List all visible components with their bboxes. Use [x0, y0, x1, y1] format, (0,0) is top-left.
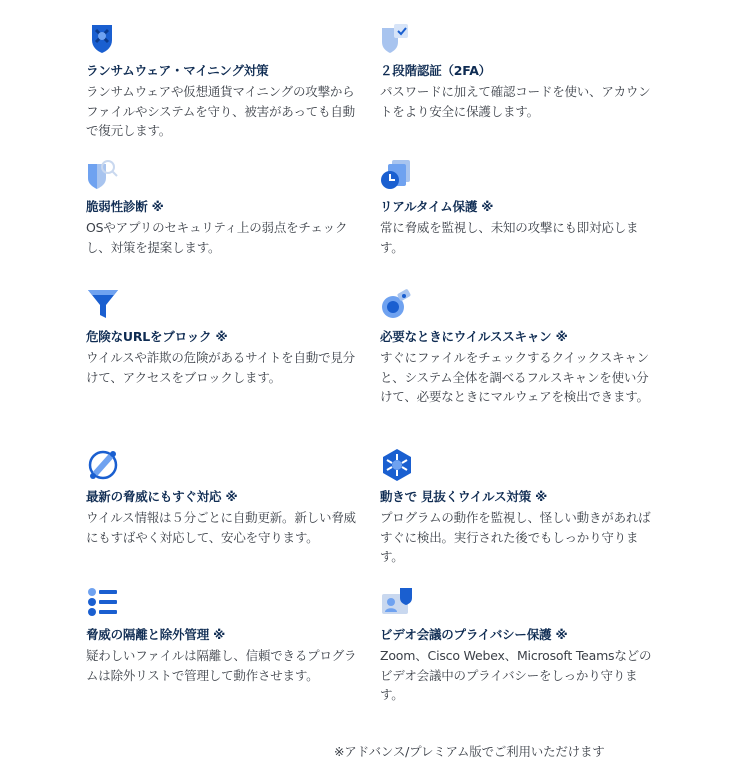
feature-title: ビデオ会議のプライバシー保護 ※: [380, 627, 568, 642]
feature-title: ランサムウェア・マイニング対策: [86, 63, 269, 78]
feature-description: OSやアプリのセキュリティ上の弱点をチェックし、対策を提案します。: [86, 220, 348, 255]
feature-title: 動きで 見抜くウイルス対策 ※: [380, 489, 548, 504]
feature-title: 脆弱性診断 ※: [86, 199, 164, 214]
feature-description: ウイルスや詐欺の危険があるサイトを自動で見分けて、アクセスをブロックします。: [86, 350, 355, 385]
behavior-detection-icon: [380, 448, 414, 482]
feature-title: 脅威の隔離と除外管理 ※: [86, 627, 226, 642]
url-filter-icon: [86, 288, 120, 322]
feature-title: 必要なときにウイルススキャン ※: [380, 329, 568, 344]
footnote: ※アドバンス/プレミアム版でご利用いただけます: [334, 744, 605, 759]
feature-description: ウイルス情報は５分ごとに自動更新。新しい脅威にもすばやく対応して、安心を守ります。: [86, 510, 356, 545]
feature-description: 常に脅威を監視し、未知の攻撃にも即対応します。: [380, 220, 639, 255]
shield-ransomware-icon: [86, 22, 120, 56]
feature-description: 疑わしいファイルは隔離し、信頼できるプログラムは除外リストで管理して動作させます。: [86, 648, 357, 683]
feature-title: 最新の脅威にもすぐ対応 ※: [86, 489, 238, 504]
feature-title: ２段階認証（2FA）: [380, 63, 491, 78]
quarantine-list-icon: [86, 586, 120, 620]
feature-title: リアルタイム保護 ※: [380, 199, 494, 214]
feature-description: Zoom、Cisco Webex、Microsoft Teamsなどのビデオ会議中のプライバシーをしっかり守ります。: [380, 648, 652, 702]
feature-description: パスワードに加えて確認コードを使い、アカウントをより安全に保護します。: [380, 84, 651, 119]
video-privacy-icon: [380, 586, 414, 620]
virus-scan-icon: [380, 288, 414, 322]
feature-title: 危険なURLをブロック ※: [86, 329, 228, 344]
realtime-protection-icon: [380, 158, 414, 192]
threat-update-icon: [86, 448, 120, 482]
two-factor-auth-icon: [380, 22, 414, 56]
feature-description: すぐにファイルをチェックするクイックスキャンと、システム全体を調べるフルスキャンを使い分けて、必要なときにマルウェアを検出できます。: [380, 350, 649, 404]
feature-description: プログラムの動作を監視し、怪しい動きがあればすぐに検出。実行された後でもしっかり守ります。: [380, 510, 651, 564]
feature-description: ランサムウェアや仮想通貨マイニングの攻撃からファイルやシステムを守り、被害があっても自動で復元します。: [86, 84, 355, 138]
vulnerability-scan-icon: [86, 158, 120, 192]
